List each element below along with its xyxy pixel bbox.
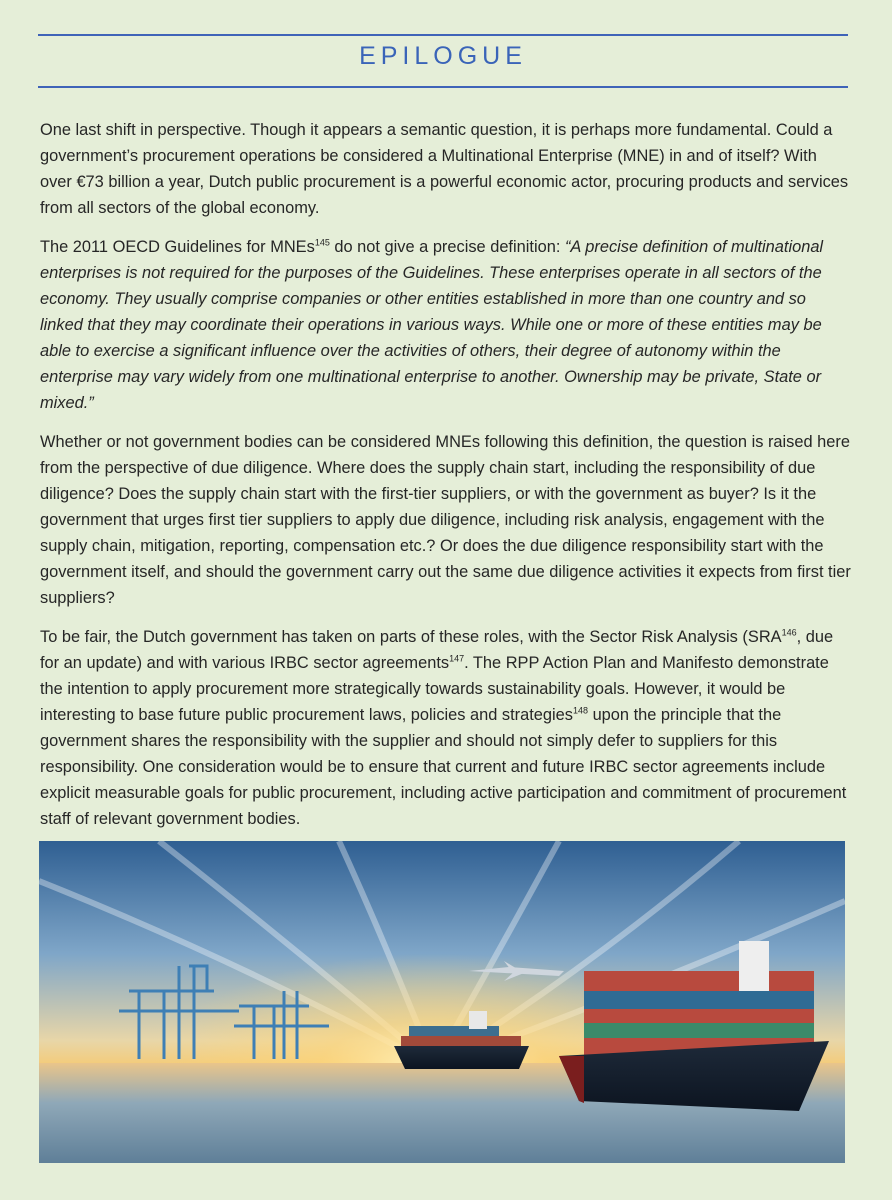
guidelines-quote: “A precise definition of multinational enterprises is not required for the purposes of the Guidelines. These enterprises operate in all sectors of the economy. They usually comprise companies or other entities established in more than one country and so linked that they may coordinate their operations in various ways. While one or more of these entities may be able to exercise a significant influence over the activities of others, their degree of autonomy within the enterprise may vary widely from one multinational enterprise to another. Ownership may be private, State or mixed.”: [40, 238, 824, 412]
paragraph-4-part-a: To be fair, the Dutch government has taken on parts of these roles, with the Sector Risk Analysis (SRA: [40, 628, 782, 646]
footnote-ref-146: 146: [781, 627, 797, 638]
body-text: [40, 117, 852, 845]
cargo-ships-photo: [39, 841, 845, 1163]
footnote-ref-147: 147: [449, 653, 465, 664]
top-divider: [38, 34, 848, 36]
paragraph-4-part-c: . The RPP Action Plan and Manifesto demonstrate the intention to apply procurement more strategically towards sustainability goals. However, it would be interesting to base future public procurement laws, policies and strategies: [40, 654, 829, 724]
footnote-ref-148: 148: [572, 705, 589, 716]
paragraph-4: [40, 624, 852, 832]
paragraph-4-part-b: , due for an update) and with various IRBC sector agreements: [40, 628, 834, 672]
page-title: EPILOGUE: [359, 42, 527, 70]
paragraph-2-lead: do not give a precise definition:: [329, 238, 565, 256]
footnote-ref-145: 145: [314, 237, 330, 248]
paragraph-1: One last shift in perspective. Though it appears a semantic question, it is perhaps more fundamental. Could a government’s procurement operations be considered a Multinational Enterprise (MNE) in and of itself? With over €73 billion a year, Dutch public procurement is a powerful economic actor, procuring products and services from all sectors of the global economy.: [40, 121, 849, 217]
paragraph-2-intro: The 2011 OECD Guidelines for MNEs: [40, 238, 315, 256]
paragraph-4-part-d: upon the principle that the government shares the responsibility with the supplier and should not simply defer to suppliers for this responsibility. One consideration would be to ensure that current and future IRBC sector agreements include explicit measurable goals for public procurement, including active participation and commitment of procurement staff of relevant government bodies.: [40, 706, 847, 828]
paragraph-3: Whether or not government bodies can be considered MNEs following this definition, the question is raised here from the perspective of due diligence. Where does the supply chain start, including the responsibility of due diligence? Does the supply chain start with the first-tier suppliers, or with the government as buyer? Is it the government that urges first tier suppliers to apply due diligence, including risk analysis, engagement with the supply chain, mitigation, reporting, compensation etc.? Or does the due diligence responsibility start with the government itself, and should the government carry out the same due diligence activities it expects from first tier suppliers?: [40, 433, 851, 607]
paragraph-2: [40, 234, 852, 416]
bottom-divider: [38, 86, 848, 88]
